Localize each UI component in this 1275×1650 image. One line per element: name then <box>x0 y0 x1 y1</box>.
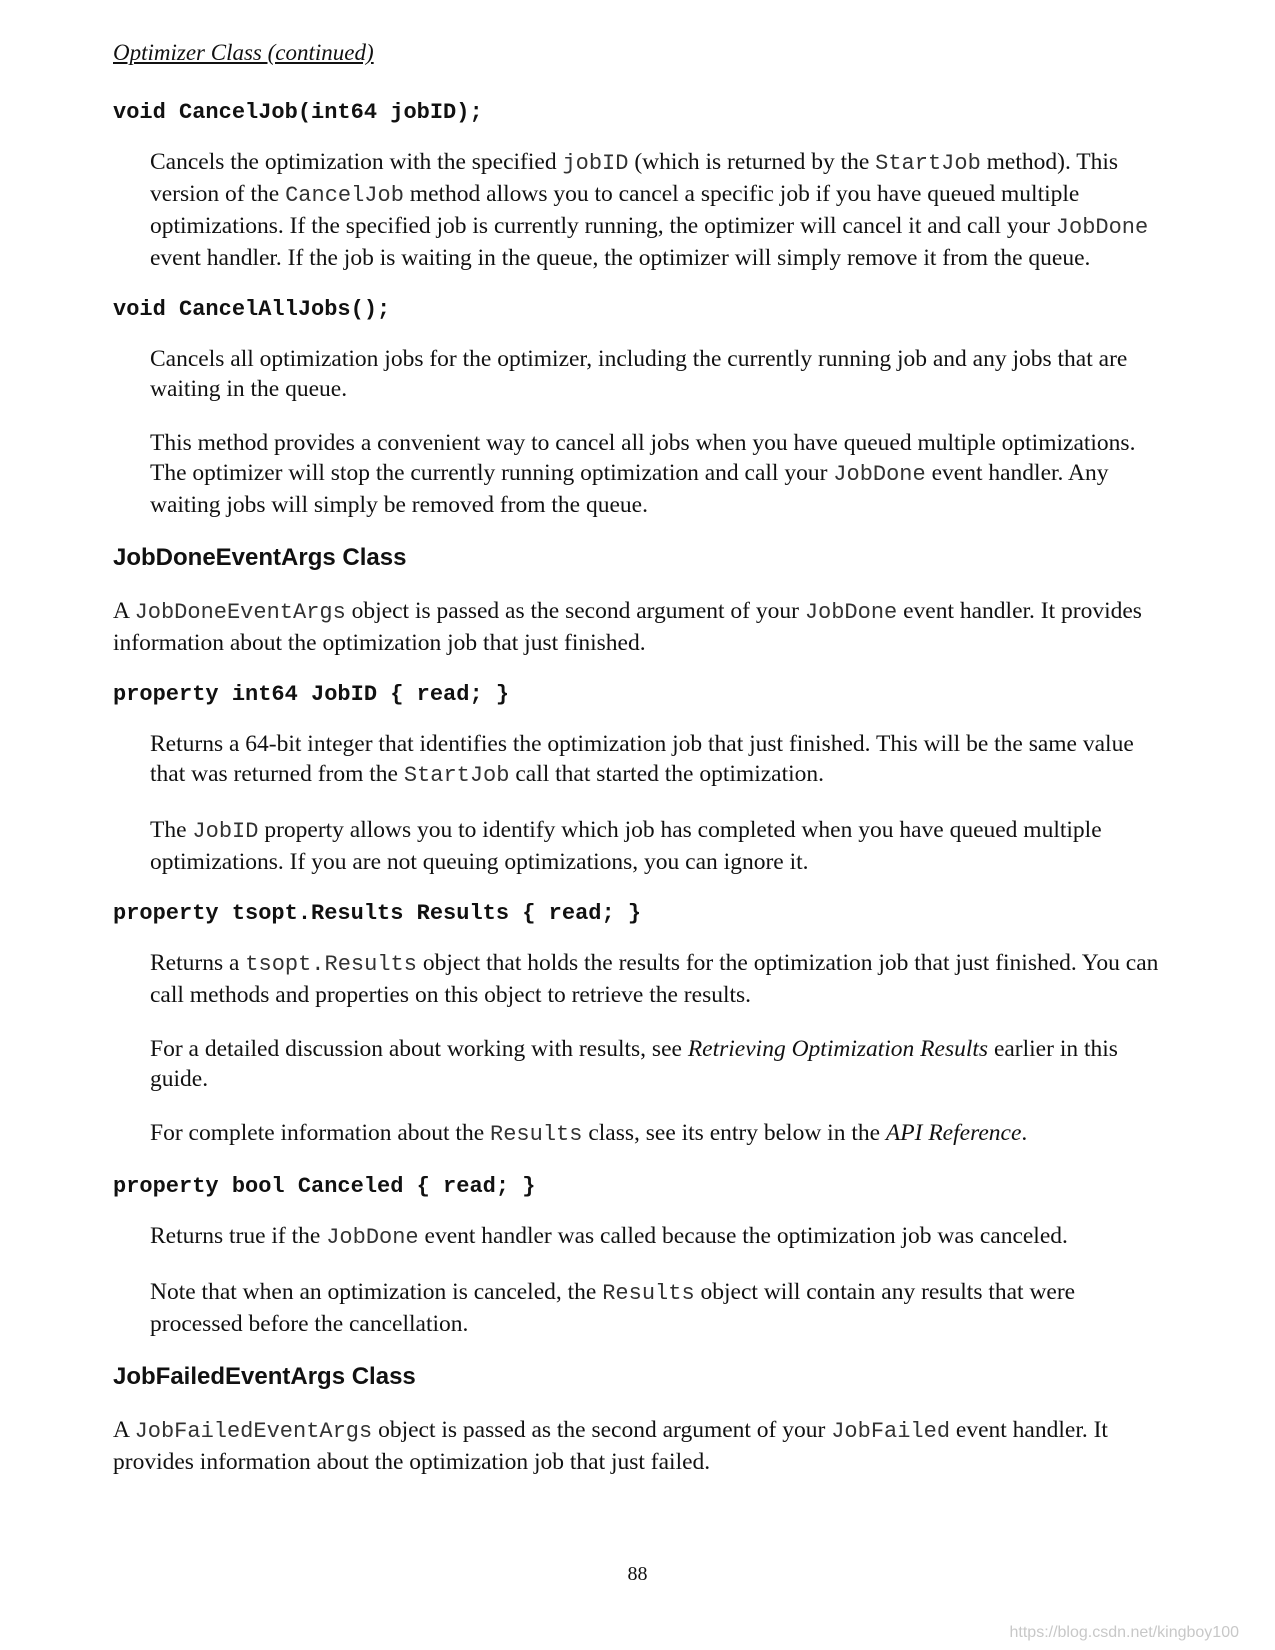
jobdone-eventargs-intro <box>113 596 1163 658</box>
jobid-description <box>150 729 1163 791</box>
text-run: object that holds the results for the optimization job that just finished. You can call methods and properties on this object to retrieve the results. <box>150 950 1159 1008</box>
text-run: A <box>113 598 135 624</box>
text-run: For a detailed discussion about working with results, see <box>150 1036 688 1062</box>
text-run: object is passed as the second argument of your <box>345 598 805 624</box>
text-run: A <box>113 1417 135 1443</box>
text-run: object will contain any results that were processed before the cancellation. <box>150 1279 1076 1337</box>
code-jobdone: JobDone <box>804 600 898 625</box>
cancel-all-jobs-description: Cancels all optimization jobs for the optimizer, including the currently running job and any jobs that are waiting in the queue. <box>150 346 1128 402</box>
code-results: Results <box>602 1281 695 1306</box>
text-run: object is passed as the second argument of your <box>372 1417 832 1443</box>
text-run: method allows you to cancel a specific job if you have queued multiple optimizations. If the specified job is currently running, the optimizer will cancel it and call your <box>150 181 1080 239</box>
section-heading-jobfailed-eventargs: JobFailedEventArgs Class <box>113 1363 416 1390</box>
cancel-job-description <box>150 147 1163 273</box>
text-run: event handler. It provides information about the optimization job that just failed. <box>113 1417 1108 1475</box>
text-run: method). This version of the <box>150 149 1119 207</box>
code-startjob: StartJob <box>403 763 510 788</box>
code-canceljob: CancelJob <box>285 183 404 208</box>
text-run: The <box>150 817 193 843</box>
results-description <box>150 948 1163 1010</box>
canceled-description <box>150 1221 1163 1253</box>
text-run: Returns a 64-bit integer that identifies the optimization job that just finished. This will be the same value that was returned from the <box>150 731 1134 787</box>
text-run: This method provides a convenient way to cancel all jobs when you have queued multiple optimizations. The optimizer will stop the currently running optimization and call your <box>150 430 1136 486</box>
cancel-all-jobs-note <box>150 428 1163 520</box>
text-run: . <box>1021 1120 1028 1146</box>
text-run: class, see its entry below in the <box>582 1120 886 1146</box>
canceled-note <box>150 1277 1163 1339</box>
text-run: event handler was called because the optimization job was canceled. <box>418 1223 1068 1249</box>
section-heading-jobdone-eventargs: JobDoneEventArgs Class <box>113 544 407 571</box>
code-jobdone: JobDone <box>326 1225 419 1250</box>
code-jobfailed: JobFailed <box>831 1419 951 1444</box>
results-api-ref <box>150 1118 1163 1150</box>
cross-reference-api-reference: API Reference <box>885 1120 1022 1146</box>
results-discussion-ref <box>150 1034 1163 1094</box>
code-jobdone: JobDone <box>833 462 926 487</box>
text-run: event handler. If the job is waiting in the queue, the optimizer will simply remove it from the queue. <box>150 245 1091 271</box>
property-signature-jobid: property int64 JobID { read; } <box>113 682 510 707</box>
text-run: event handler. It provides information about the optimization job that just finished. <box>113 598 1142 656</box>
text-run: (which is returned by the <box>628 149 876 175</box>
page-number: 88 <box>627 1563 648 1585</box>
watermark: https://blog.csdn.net/kingboy100 <box>1009 1624 1239 1641</box>
jobid-note <box>150 815 1163 877</box>
property-signature-results: property tsopt.Results Results { read; } <box>113 901 642 926</box>
code-results: Results <box>490 1122 583 1147</box>
method-signature-cancel-job: void CancelJob(int64 jobID); <box>113 100 483 125</box>
running-header: Optimizer Class (continued) <box>113 40 374 65</box>
code-jobfailedeventargs: JobFailedEventArgs <box>134 1419 373 1444</box>
method-signature-cancel-all-jobs: void CancelAllJobs(); <box>113 297 391 322</box>
jobfailed-eventargs-intro <box>113 1415 1163 1477</box>
text-run: Returns a <box>150 950 246 976</box>
property-signature-canceled: property bool Canceled { read; } <box>113 1174 536 1199</box>
text-run: For complete information about the <box>150 1120 491 1146</box>
text-run: Returns true if the <box>150 1223 327 1249</box>
text-run: property allows you to identify which job has completed when you have queued multiple optimizations. If you are not queuing optimizations, you can ignore it. <box>150 817 1102 875</box>
text-run: Cancels the optimization with the specified <box>150 149 563 175</box>
code-tsopt-results: tsopt.Results <box>245 952 417 977</box>
text-run: event handler. Any waiting jobs will simply be removed from the queue. <box>150 460 1109 518</box>
code-jobid: JobID <box>192 819 259 844</box>
text-run: earlier in this guide. <box>150 1036 1118 1092</box>
code-jobdoneeventargs: JobDoneEventArgs <box>134 600 346 625</box>
cross-reference-retrieving-results: Retrieving Optimization Results <box>687 1036 989 1062</box>
code-jobid: jobID <box>562 151 629 176</box>
code-jobdone: JobDone <box>1055 215 1149 240</box>
text-run: Note that when an optimization is canceled, the <box>150 1279 603 1305</box>
code-startjob: StartJob <box>875 151 981 176</box>
text-run: call that started the optimization. <box>509 761 825 787</box>
page-content <box>113 40 1163 1501</box>
